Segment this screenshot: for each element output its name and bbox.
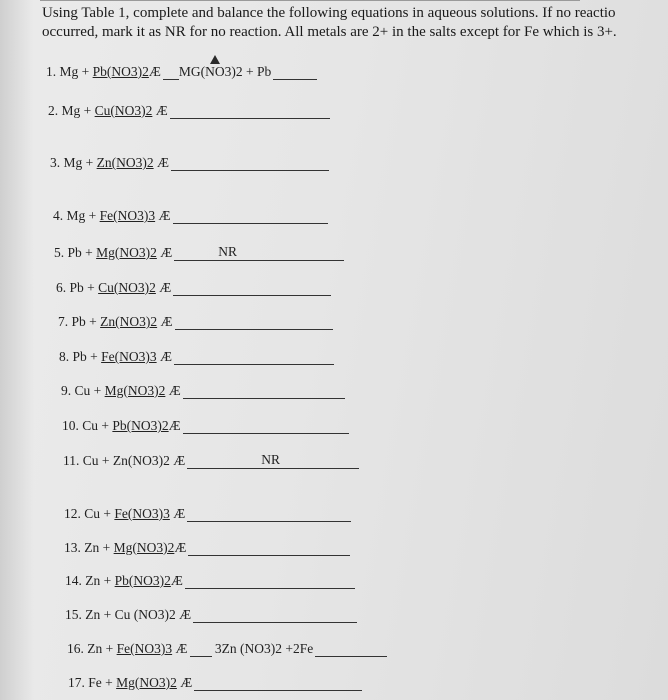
arrow: Æ [160,245,173,260]
equation-9 [61,383,345,399]
salt: Mg(NO3)2 [104,383,166,398]
salt: Zn(NO3)2 [100,314,158,329]
salt: Fe(NO3)3 [116,641,173,656]
reactant: Pb + [71,314,97,329]
salt: Mg(NO3)2 [116,675,177,690]
arrow: Æ [157,155,170,170]
reactant: Cu + Zn(NO3)2 [82,453,170,468]
answer-blank[interactable] [187,454,359,469]
arrow: Æ [160,314,173,329]
answer-blank[interactable] [171,156,329,171]
equation-10 [62,418,349,434]
instructions-line-1: Using Table 1, complete and balance the following equations in aqueous solutions. If no reactio [42,5,616,21]
reactant: Zn + [84,540,111,555]
equation-3 [50,155,329,171]
arrow: Æ [168,383,181,398]
reactant: Zn + [85,573,112,588]
answer-blank[interactable] [174,246,344,261]
reactant: Mg + [59,64,90,79]
answer-blank[interactable] [273,65,317,80]
arrow: Æ [158,208,171,223]
answer-lead-blank [190,642,212,657]
equation-number: 17. [68,675,85,690]
equation-6 [56,280,331,296]
equation-number: 5. [54,245,65,260]
answer-blank[interactable] [315,642,387,657]
salt: Fe(NO3)3 [114,506,170,521]
equation-4 [53,208,328,224]
answer-blank[interactable] [175,315,333,330]
instructions [42,4,668,42]
answer-blank[interactable] [194,676,362,691]
equation-number: 9. [61,383,72,398]
equation-number: 2. [48,103,59,118]
answer-lead-blank [163,65,179,80]
reactant: Pb + [67,245,93,260]
equation-number: 15. [65,607,82,622]
reactant: Mg + [61,103,92,118]
reactant: Pb + [69,280,95,295]
salt: Zn(NO3)2 [96,155,154,170]
equation-number: 16. [67,641,84,656]
arrow: Æ [175,641,188,656]
arrow: Æ [173,506,186,521]
answer-text: NR [218,244,238,259]
mouse-cursor-icon [210,55,220,64]
answer-blank[interactable] [185,574,355,589]
arrow: Æ [159,280,172,295]
equation-number: 12. [64,506,81,521]
answer-blank[interactable] [183,384,345,399]
answer-blank[interactable] [173,209,328,224]
arrow: Æ [179,607,192,622]
reactant: Mg + [66,208,97,223]
reactant: Cu + [74,383,102,398]
salt: Pb(NO3)2 [92,64,149,79]
equation-11 [63,453,359,469]
answer-text: 3Zn (NO3)2 +2Fe [214,641,314,656]
answer-blank[interactable] [183,419,349,434]
equation-number: 6. [56,280,67,295]
answer-text: NR [261,452,281,467]
salt: Cu(NO3)2 [98,280,156,295]
answer-blank[interactable] [174,350,334,365]
answer-blank[interactable] [188,541,350,556]
arrow: Æ [160,349,173,364]
equation-number: 14. [65,573,82,588]
salt: Fe(NO3)3 [101,349,157,364]
instructions-line-2: occurred, mark it as NR for no reaction. All metals are 2+ in the salts except for Fe which is 3+. [42,24,617,40]
equation-number: 1. [46,64,57,79]
top-rule [40,0,580,3]
equation-5 [54,245,344,261]
reactant: Zn + [87,641,114,656]
arrow: Æ [180,675,193,690]
equation-1 [46,64,317,80]
equation-16 [67,641,387,657]
salt: Pb(NO3)2 [114,573,171,588]
reactant: Cu + [84,506,111,521]
equation-number: 10. [62,418,79,433]
equation-number: 4. [53,208,64,223]
equation-15 [65,607,357,623]
equation-number: 13. [64,540,81,555]
arrow: Æ [170,573,183,588]
equation-number: 8. [59,349,70,364]
equation-14 [65,573,355,589]
salt: Mg(NO3)2 [96,245,157,260]
reactant: Zn + Cu (NO3)2 [85,607,176,622]
salt: Fe(NO3)3 [99,208,156,223]
answer-blank[interactable] [170,104,330,119]
arrow: Æ [173,453,186,468]
equation-13 [64,540,350,556]
equation-number: 3. [50,155,61,170]
salt: Cu(NO3)2 [94,103,153,118]
equation-8 [59,349,334,365]
reactant: Mg + [63,155,94,170]
answer-blank[interactable] [193,608,357,623]
equation-17 [68,675,362,691]
arrow: Æ [148,64,161,79]
answer-blank[interactable] [187,507,351,522]
answer-text: MG(NO3)2 + Pb [178,64,272,79]
answer-blank[interactable] [173,281,331,296]
salt: Mg(NO3)2 [113,540,175,555]
reactant: Cu + [82,418,109,433]
salt: Pb(NO3)2 [112,418,169,433]
arrow: Æ [174,540,187,555]
equation-number: 11. [63,453,80,468]
arrow: Æ [168,418,181,433]
equation-number: 7. [58,314,69,329]
equation-2 [48,103,330,119]
page-shadow [0,0,34,700]
equation-7 [58,314,333,330]
reactant: Pb + [72,349,98,364]
arrow: Æ [155,103,168,118]
equation-12 [64,506,351,522]
reactant: Fe + [88,675,113,690]
